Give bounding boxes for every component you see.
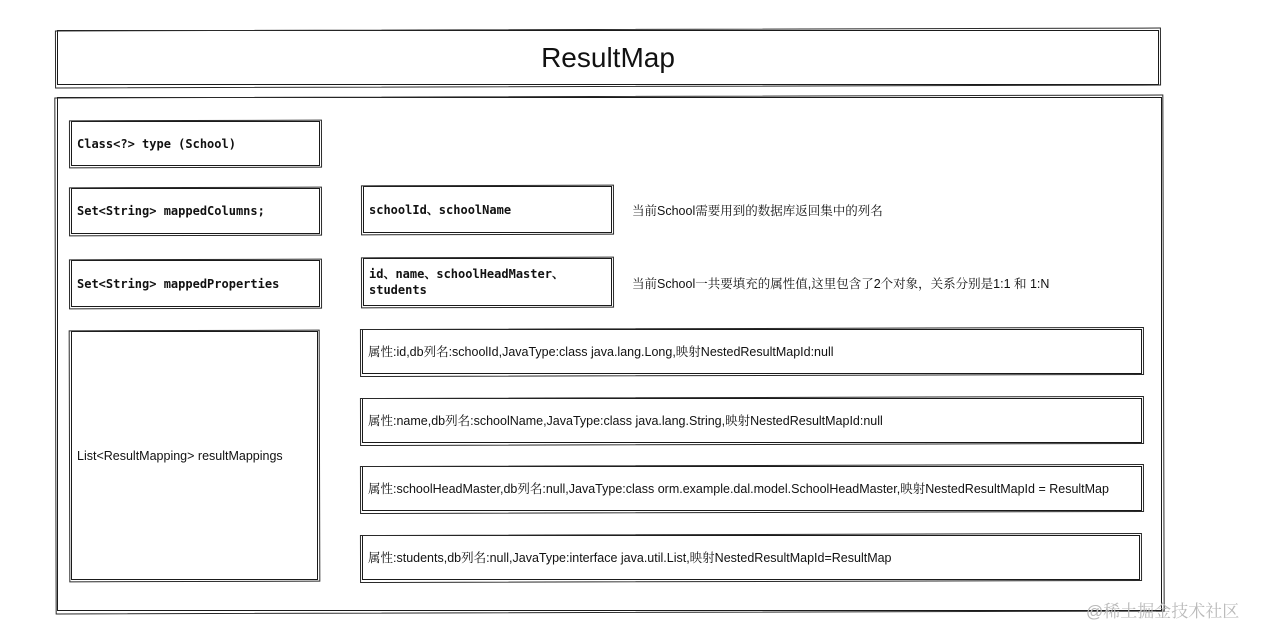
result-mapping-row <box>362 398 1142 443</box>
properties-value: id、name、schoolHeadMaster、students <box>369 267 564 297</box>
field-mapped-columns <box>71 188 320 234</box>
properties-note: 当前School一共要填充的属性值,这里包含了2个对象，关系分别是1:1 和 1:N <box>632 277 1050 291</box>
field-type-label: Class<?> type (School) <box>77 136 236 151</box>
columns-note: 当前School需要用到的数据库返回集中的列名 <box>632 204 883 218</box>
result-mapping-text: 属性:name,db列名:schoolName,JavaType:class java.lang.String,映射NestedResultMapId:null <box>368 413 883 428</box>
field-mapped-columns-label: Set<String> mappedColumns; <box>77 204 265 218</box>
columns-value-box <box>363 186 612 233</box>
diagram-title: ResultMap <box>541 41 675 73</box>
result-mapping-row <box>362 535 1140 580</box>
result-mapping-row <box>362 466 1142 511</box>
columns-value: schoolId、schoolName <box>369 202 512 217</box>
field-type <box>71 121 320 166</box>
field-mapped-properties-label: Set<String> mappedProperties <box>77 276 280 291</box>
result-mapping-row <box>362 329 1142 374</box>
watermark: @稀土掘金技术社区 <box>1086 602 1240 621</box>
properties-value-box <box>363 258 612 306</box>
result-mapping-text: 属性:schoolHeadMaster,db列名:null,JavaType:class orm.example.dal.model.SchoolHeadMaster,映射NestedResultMapId = ResultMap <box>368 481 1109 496</box>
field-result-mappings <box>71 331 318 580</box>
field-result-mappings-label: List<ResultMapping> resultMappings <box>77 448 283 463</box>
result-mapping-text: 属性:id,db列名:schoolId,JavaType:class java.lang.Long,映射NestedResultMapId:null <box>368 344 834 359</box>
title-box <box>57 30 1159 85</box>
result-mapping-text: 属性:students,db列名:null,JavaType:interface java.util.List,映射NestedResultMapId=ResultMap <box>368 550 892 565</box>
field-mapped-properties <box>71 260 320 307</box>
